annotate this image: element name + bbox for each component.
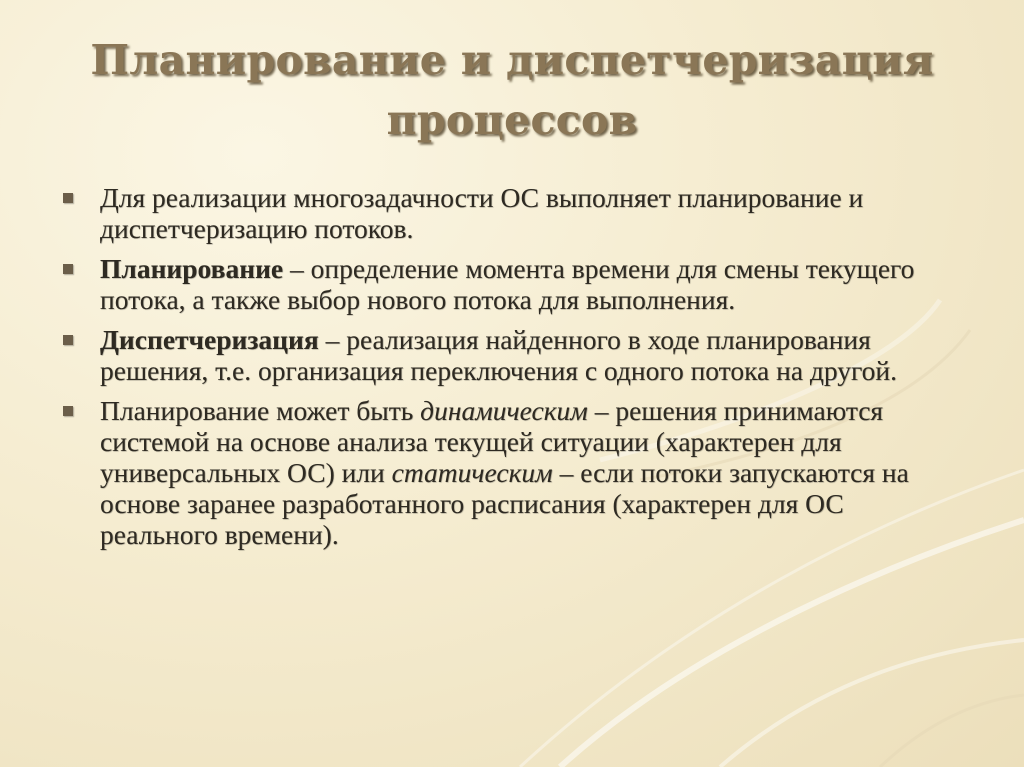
slide-title-line1: Планирование и диспетчеризация [90, 36, 934, 84]
bullet-emphasis-dynamic: динамическим [420, 395, 588, 426]
bullet-term: Планирование [100, 253, 284, 284]
bullet-item-dispatching [58, 324, 958, 386]
bullet-text: Для реализации многозадачности ОС выполняет планирование и диспетчеризацию потоков. [100, 182, 864, 244]
bullet-text: – реализация найденного в ходе планирования решения, т.е. организация переключения с одного потока на другой. [100, 324, 897, 386]
slide-title-line2: процессов [386, 96, 638, 144]
bullet-text: – если потоки запускаются на основе заранее разработанного расписания (характерен для ОС реального времени). [100, 457, 909, 550]
slide-title [40, 30, 984, 150]
square-bullet-icon [63, 193, 73, 203]
square-bullet-icon [63, 335, 73, 345]
square-bullet-icon [63, 264, 73, 274]
bullet-term: Диспетчеризация [100, 324, 319, 355]
bullet-item-planning [58, 253, 958, 315]
bullet-text: – определение момента времени для смены текущего потока, а также выбор нового потока для выполнения. [100, 253, 915, 315]
bullet-text: – решения принимаются системой на основе анализа текущей ситуации (характерен для универсальных ОС) или [100, 395, 884, 488]
bullet-item-multitasking [58, 182, 958, 244]
square-bullet-icon [63, 406, 73, 416]
bullet-emphasis-static: статическим [391, 457, 553, 488]
bullet-item-planning-types [58, 395, 958, 550]
bullet-list [58, 182, 958, 559]
bullet-text: Планирование может быть [100, 395, 421, 426]
